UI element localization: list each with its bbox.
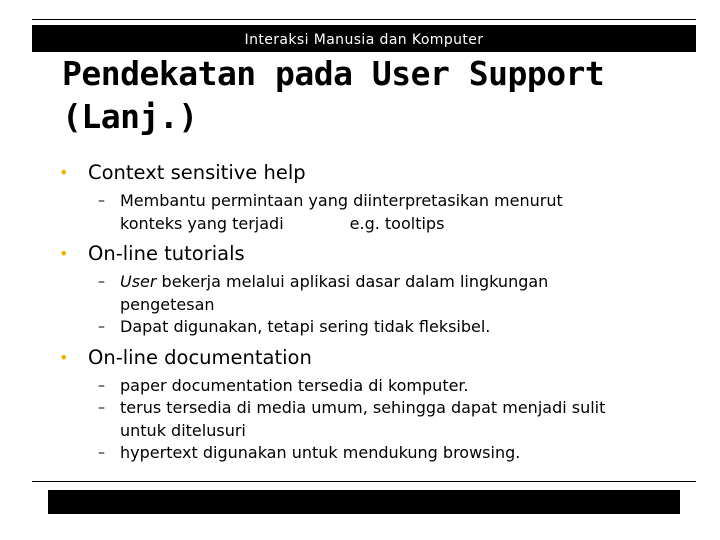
sub-list-online-tutorials	[58, 271, 698, 339]
sub-list-online-documentation	[58, 375, 698, 465]
sub-item-text: hypertext digunakan untuk mendukung browsing.	[120, 443, 521, 462]
header-text: Interaksi Manusia dan Komputer	[244, 32, 484, 48]
dash-icon: –	[98, 445, 105, 461]
sub-item-italic-text: User	[120, 272, 157, 291]
top-rule	[32, 19, 696, 20]
sub-item	[58, 442, 698, 465]
bullet-label: Context sensitive help	[88, 161, 306, 184]
footer-bar	[48, 490, 680, 514]
bullet-label: On-line tutorials	[88, 242, 245, 265]
sub-item-text: bekerja melalui aplikasi dasar dalam lingkungan	[156, 272, 549, 291]
bottom-rule	[32, 481, 696, 482]
sub-list-context-help	[58, 190, 698, 235]
sub-item-text: terus tersedia di media umum, sehingga dapat menjadi sulit	[120, 398, 606, 417]
dash-icon: –	[98, 274, 105, 290]
sub-item-text: paper documentation tersedia di komputer.	[120, 375, 469, 395]
bullet-dot-icon: •	[59, 163, 69, 182]
sub-item	[58, 316, 698, 339]
sub-item	[58, 271, 698, 316]
sub-item-text: pengetesan	[120, 294, 215, 314]
sub-item	[58, 190, 698, 235]
dash-icon: –	[98, 400, 105, 416]
bullet-context-help	[58, 159, 698, 186]
sub-item-example: e.g. tooltips	[349, 213, 445, 233]
sub-item-text: Membantu permintaan yang diinterpretasikan menurut	[120, 191, 563, 210]
sub-item	[58, 397, 698, 442]
sub-item-text: untuk ditelusuri	[120, 420, 246, 440]
bullet-online-tutorials	[58, 240, 698, 267]
bullet-dot-icon: •	[59, 347, 69, 367]
sub-item-text: Dapat digunakan, tetapi sering tidak fleksibel.	[120, 317, 491, 336]
bullet-label: On-line documentation	[88, 345, 312, 369]
sub-item	[58, 375, 698, 398]
dash-icon: –	[98, 377, 105, 394]
dash-icon: –	[98, 319, 105, 335]
sub-item-text: konteks yang terjadi	[120, 213, 284, 233]
slide-title-line-1: Pendekatan pada User Support	[62, 54, 605, 93]
bullet-dot-icon: •	[59, 244, 69, 263]
slide-content	[58, 159, 698, 465]
slide-title	[62, 52, 702, 138]
dash-icon: –	[98, 193, 105, 209]
header-bar	[32, 25, 696, 52]
bullet-online-documentation	[58, 344, 698, 371]
slide-title-line-2: (Lanj.)	[62, 97, 198, 136]
